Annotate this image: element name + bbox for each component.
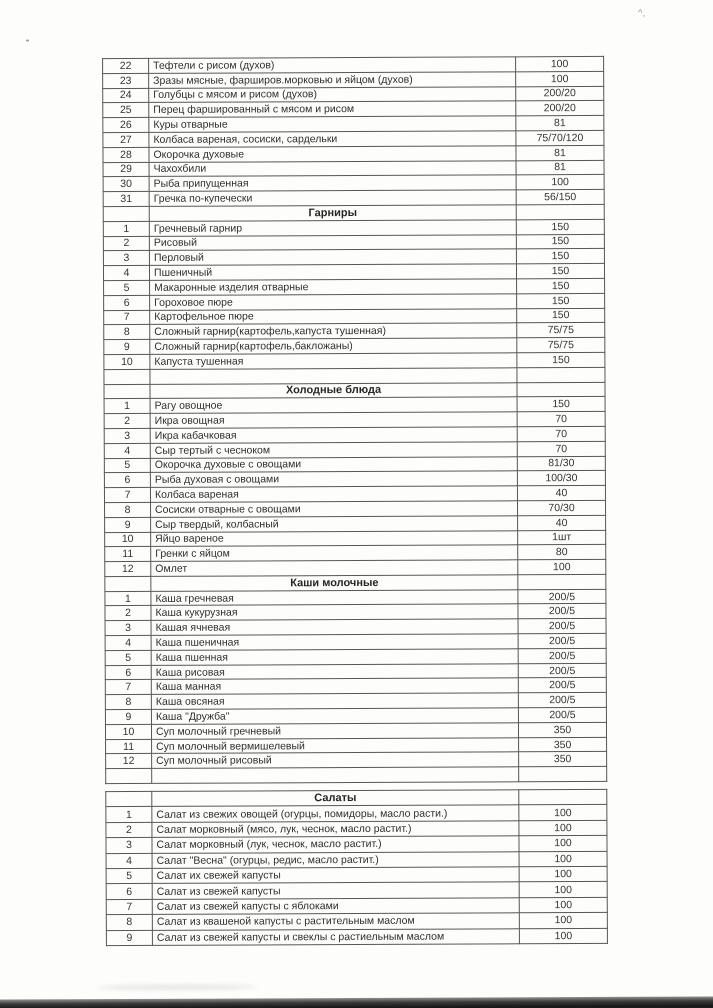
dish-name-cell: Салат морковный (мясо, лук, чеснок, масло растит.) bbox=[152, 821, 519, 838]
dish-name-cell: Колбаса вареная bbox=[150, 486, 517, 502]
row-number-cell: 10 bbox=[105, 724, 151, 739]
row-number-cell: 7 bbox=[104, 488, 150, 503]
row-number-cell: 5 bbox=[106, 868, 152, 884]
dish-name-cell: Салат "Весна" (огурцы, редис, масло растит.) bbox=[152, 851, 519, 868]
dish-name-cell: Суп молочный вермишелевый bbox=[152, 737, 519, 753]
row-number-cell: 4 bbox=[105, 635, 151, 650]
dish-name-cell: Салат их свежей капусты bbox=[152, 867, 519, 884]
dish-name-cell: Рыба припущенная bbox=[149, 175, 516, 191]
dish-name-cell: Колбаса вареная, сосиски, сардельки bbox=[149, 131, 516, 147]
row-number-cell: 8 bbox=[105, 695, 151, 710]
spacer-row bbox=[106, 767, 607, 784]
portion-qty-cell bbox=[517, 382, 605, 397]
menu-table-salads bbox=[105, 789, 608, 946]
dish-name-cell: Перец фаршированный с мясом и рисом bbox=[149, 101, 516, 117]
row-number-cell: 8 bbox=[104, 325, 150, 340]
row-number-cell: 9 bbox=[105, 517, 151, 532]
portion-qty-cell: 100 bbox=[519, 805, 607, 821]
dish-name-cell: Окорочка духовые с овощами bbox=[150, 456, 517, 472]
portion-qty-cell: 75/75 bbox=[517, 323, 605, 338]
row-number-cell: 1 bbox=[106, 807, 152, 823]
portion-qty-cell: 100 bbox=[519, 882, 607, 898]
dish-name-cell: Салат из свежей капусты с яблоками bbox=[152, 898, 519, 915]
row-number-cell: 9 bbox=[105, 709, 151, 724]
portion-qty-cell: 100 bbox=[516, 175, 604, 190]
dish-name-cell: Окорочка духовые bbox=[149, 146, 516, 162]
portion-qty-cell: 80 bbox=[518, 545, 606, 560]
row-number-cell bbox=[105, 576, 151, 591]
portion-qty-cell: 81 bbox=[516, 116, 604, 131]
portion-qty-cell: 350 bbox=[518, 722, 606, 737]
portion-qty-cell: 75/75 bbox=[517, 338, 605, 353]
row-number-cell: 11 bbox=[105, 547, 151, 562]
dish-name-cell: Икра кабачковая bbox=[150, 427, 517, 443]
portion-qty-cell: 150 bbox=[517, 293, 605, 308]
row-number-cell: 26 bbox=[103, 118, 149, 133]
row-number-cell: 31 bbox=[103, 192, 149, 207]
dish-name-cell: Каша манная bbox=[151, 678, 518, 694]
portion-qty-cell: 100 bbox=[519, 866, 607, 882]
portion-qty-cell: 150 bbox=[516, 219, 604, 234]
portion-qty-cell: 200/5 bbox=[518, 707, 606, 722]
dish-name-cell: Сложный гарнир(картофель,бакложаны) bbox=[150, 338, 517, 354]
row-number-cell: 3 bbox=[105, 621, 151, 636]
dish-name-cell: Кашая ячневая bbox=[151, 619, 518, 635]
portion-qty-cell: 150 bbox=[517, 308, 605, 323]
dish-name-cell: Сложный гарнир(картофель,капуста тушенная) bbox=[150, 323, 517, 339]
portion-qty-cell: 40 bbox=[518, 515, 606, 530]
portion-qty-cell: 200/20 bbox=[516, 86, 604, 101]
portion-qty-cell: 81/30 bbox=[517, 456, 605, 471]
menu-table-main bbox=[102, 56, 607, 784]
dish-name-cell: Каша гречневая bbox=[151, 589, 518, 605]
row-number-cell: 28 bbox=[103, 147, 149, 162]
dish-name-cell: Каша овсяная bbox=[151, 693, 518, 709]
portion-qty-cell: 40 bbox=[517, 486, 605, 501]
portion-qty-cell: 200/5 bbox=[518, 589, 606, 604]
dish-name-cell bbox=[152, 767, 519, 783]
portion-qty-cell: 70 bbox=[517, 441, 605, 456]
portion-qty-cell: 100 bbox=[516, 71, 604, 86]
portion-qty-cell bbox=[518, 574, 606, 589]
row-number-cell: 6 bbox=[106, 884, 152, 900]
row-number-cell: 7 bbox=[104, 310, 150, 325]
row-number-cell: 29 bbox=[103, 162, 149, 177]
row-number-cell: 3 bbox=[103, 251, 149, 266]
menu-table-salads-body bbox=[106, 789, 608, 945]
row-number-cell: 5 bbox=[104, 280, 150, 295]
portion-qty-cell: 200/5 bbox=[518, 619, 606, 634]
dish-name-cell: Картофельное пюре bbox=[150, 308, 517, 324]
row-number-cell: 27 bbox=[103, 132, 149, 147]
portion-qty-cell: 81 bbox=[516, 145, 604, 160]
portion-qty-cell: 200/5 bbox=[518, 648, 606, 663]
row-number-cell: 11 bbox=[106, 739, 152, 754]
row-number-cell: 2 bbox=[105, 606, 151, 621]
row-number-cell: 8 bbox=[105, 502, 151, 517]
row-number-cell: 3 bbox=[104, 428, 150, 443]
dish-name-cell: Салат из свежей капусты и свеклы с растиельным маслом bbox=[152, 928, 519, 945]
row-number-cell: 5 bbox=[105, 650, 151, 665]
portion-qty-cell: 70 bbox=[517, 426, 605, 441]
row-number-cell: 1 bbox=[104, 399, 150, 414]
portion-qty-cell: 100 bbox=[519, 913, 607, 929]
row-number-cell: 10 bbox=[104, 354, 150, 369]
row-number-cell: 12 bbox=[105, 562, 151, 577]
row-number-cell bbox=[104, 369, 150, 384]
dish-name-cell: Рыба духовая с овощами bbox=[150, 471, 517, 487]
dish-name-cell: Чахохбили bbox=[149, 160, 516, 176]
row-number-cell: 24 bbox=[103, 88, 149, 103]
row-number-cell bbox=[103, 206, 149, 221]
portion-qty-cell bbox=[517, 367, 605, 382]
portion-qty-cell: 100 bbox=[519, 820, 607, 836]
dish-name-cell: Сыр твердый, колбасный bbox=[151, 516, 518, 532]
portion-qty-cell: 200/5 bbox=[518, 634, 606, 649]
scan-artifact-dot bbox=[26, 39, 29, 41]
row-number-cell: 7 bbox=[106, 899, 152, 915]
row-number-cell: 4 bbox=[103, 266, 149, 281]
dish-name-cell: Куры отварные bbox=[149, 116, 516, 132]
row-number-cell: 8 bbox=[106, 915, 152, 931]
dish-name-cell: Сосиски отварные с овощами bbox=[151, 501, 518, 517]
portion-qty-cell: 150 bbox=[517, 397, 605, 412]
row-number-cell: 4 bbox=[106, 853, 152, 869]
row-number-cell: 10 bbox=[105, 532, 151, 547]
row-number-cell: 1 bbox=[105, 591, 151, 606]
section-header-label: Гарниры bbox=[149, 205, 516, 221]
dish-name-cell: Икра овощная bbox=[150, 412, 517, 428]
row-number-cell: 12 bbox=[106, 754, 152, 769]
dish-name-cell: Рисовый bbox=[149, 234, 516, 250]
dish-name-cell: Гренки с яйцом bbox=[151, 545, 518, 561]
scan-artifact-corner-mark: ^, bbox=[637, 7, 648, 19]
dish-name-cell: Каша пшеничная bbox=[151, 634, 518, 650]
portion-qty-cell: 350 bbox=[519, 752, 607, 767]
row-number-cell: 9 bbox=[104, 340, 150, 355]
portion-qty-cell: 56/150 bbox=[516, 190, 604, 205]
row-number-cell: 6 bbox=[104, 473, 150, 488]
row-number-cell: 6 bbox=[105, 665, 151, 680]
portion-qty-cell: 150 bbox=[516, 234, 604, 249]
scan-edge-shadow bbox=[0, 996, 713, 1008]
portion-qty-cell: 200/5 bbox=[518, 678, 606, 693]
row-number-cell: 1 bbox=[103, 221, 149, 236]
row-number-cell: 9 bbox=[106, 930, 152, 946]
dish-name-cell: Голубцы с мясом и рисом (духов) bbox=[149, 86, 516, 102]
row-number-cell: 3 bbox=[106, 838, 152, 854]
dish-name-cell: Каша пшенная bbox=[151, 649, 518, 665]
dish-name-cell: Каша кукурузная bbox=[151, 604, 518, 620]
portion-qty-cell: 200/5 bbox=[518, 663, 606, 678]
dish-name-cell: Рагу овощное bbox=[150, 397, 517, 413]
portion-qty-cell: 100 bbox=[519, 928, 607, 944]
scan-artifact-smudge bbox=[97, 984, 257, 990]
dish-name-cell: Яйцо вареное bbox=[151, 530, 518, 546]
portion-qty-cell: 150 bbox=[516, 249, 604, 264]
dish-name-cell: Сыр тертый с чесноком bbox=[150, 442, 517, 458]
portion-qty-cell: 100 bbox=[519, 851, 607, 867]
portion-qty-cell: 81 bbox=[516, 160, 604, 175]
row-number-cell: 5 bbox=[104, 458, 150, 473]
dish-name-cell: Каша "Дружба" bbox=[151, 708, 518, 724]
row-number-cell: 25 bbox=[103, 103, 149, 118]
dish-name-cell: Суп молочный гречневый bbox=[151, 723, 518, 739]
row-number-cell bbox=[106, 769, 152, 784]
section-header-label: Каши молочные bbox=[151, 575, 518, 591]
dish-name-cell: Салат морковный (лук, чеснок, масло растит.) bbox=[152, 836, 519, 853]
portion-qty-cell: 100 bbox=[516, 56, 604, 71]
dish-name-cell: Капуста тушенная bbox=[150, 353, 517, 369]
dish-name-cell: Салат из свежих овощей (огурцы, помидоры, масло расти.) bbox=[152, 805, 519, 822]
dish-name-cell: Перловый bbox=[149, 249, 516, 265]
portion-qty-cell: 150 bbox=[516, 264, 604, 279]
dish-name-cell: Зразы мясные, фарширов.морковью и яйцом (духов) bbox=[149, 72, 516, 88]
menu-item-row bbox=[106, 928, 607, 946]
portion-qty-cell: 100 bbox=[519, 897, 607, 913]
dish-name-cell: Гречневый гарнир bbox=[149, 220, 516, 236]
portion-qty-cell: 1шт bbox=[518, 530, 606, 545]
portion-qty-cell: 70 bbox=[517, 412, 605, 427]
menu-table-main-body bbox=[103, 56, 607, 783]
dish-name-cell: Каша рисовая bbox=[151, 663, 518, 679]
dish-name-cell: Суп молочный рисовый bbox=[152, 752, 519, 768]
row-number-cell: 6 bbox=[104, 295, 150, 310]
row-number-cell: 4 bbox=[104, 443, 150, 458]
row-number-cell bbox=[106, 791, 152, 807]
row-number-cell: 2 bbox=[106, 822, 152, 838]
row-number-cell: 2 bbox=[103, 236, 149, 251]
portion-qty-cell: 100 bbox=[518, 560, 606, 575]
portion-qty-cell: 150 bbox=[517, 352, 605, 367]
portion-qty-cell: 75/70/120 bbox=[516, 130, 604, 145]
portion-qty-cell bbox=[516, 204, 604, 219]
portion-qty-cell: 200/5 bbox=[518, 604, 606, 619]
dish-name-cell: Салат из свежей капусты bbox=[152, 882, 519, 899]
portion-qty-cell: 200/5 bbox=[518, 693, 606, 708]
row-number-cell bbox=[104, 384, 150, 399]
portion-qty-cell: 100 bbox=[519, 836, 607, 852]
dish-name-cell: Тефтели с рисом (духов) bbox=[149, 57, 516, 73]
row-number-cell: 22 bbox=[103, 58, 149, 73]
row-number-cell: 7 bbox=[105, 680, 151, 695]
dish-name-cell: Макаронные изделия отварные bbox=[150, 279, 517, 295]
dish-name-cell: Гороховое пюре bbox=[150, 294, 517, 310]
portion-qty-cell: 150 bbox=[517, 278, 605, 293]
section-header-label: Холодные блюда bbox=[150, 382, 517, 398]
dish-name-cell: Омлет bbox=[151, 560, 518, 576]
row-number-cell: 23 bbox=[103, 73, 149, 88]
section-header-label: Салаты bbox=[152, 790, 519, 807]
portion-qty-cell: 350 bbox=[519, 737, 607, 752]
portion-qty-cell: 100/30 bbox=[517, 471, 605, 486]
dish-name-cell: Гречка по-купечески bbox=[149, 190, 516, 206]
portion-qty-cell: 200/20 bbox=[516, 101, 604, 116]
dish-name-cell: Салат из квашеной капусты с растительным маслом bbox=[152, 913, 519, 930]
dish-name-cell bbox=[150, 368, 517, 384]
row-number-cell: 2 bbox=[104, 414, 150, 429]
portion-qty-cell bbox=[519, 789, 607, 805]
row-number-cell: 30 bbox=[103, 177, 149, 192]
portion-qty-cell bbox=[519, 767, 607, 782]
portion-qty-cell: 70/30 bbox=[518, 500, 606, 515]
dish-name-cell: Пшеничный bbox=[149, 264, 516, 280]
